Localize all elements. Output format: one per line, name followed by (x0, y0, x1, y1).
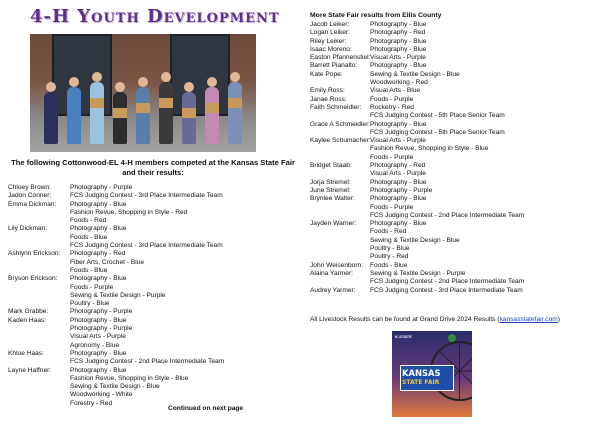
member-result-row (310, 46, 600, 54)
clipboard (228, 98, 242, 108)
person-figure (113, 92, 127, 144)
member-result-row (8, 391, 298, 399)
member-result: Sewing & Textile Design - Blue (370, 236, 460, 244)
member-result-row (310, 87, 600, 95)
member-result-row (310, 212, 600, 220)
member-name: Barrett Pianalto: (310, 62, 358, 70)
clipboard (205, 103, 219, 113)
member-result-row (8, 358, 298, 366)
member-result-row (8, 242, 298, 250)
member-result: Fiber Arts, Crochet - Blue (70, 258, 145, 266)
member-result: FCS Judging Contest - 3rd Place Intermediate Team (70, 242, 223, 250)
member-result-row (8, 367, 298, 375)
member-result-row (8, 342, 298, 350)
person-figure (182, 92, 196, 144)
member-result: Woodworking - Red (370, 79, 428, 87)
person-head (161, 72, 171, 82)
member-result-row (8, 292, 298, 300)
right-column-title: More State Fair results from Ellis County (310, 12, 442, 19)
member-result: Foods - Purple (370, 203, 414, 211)
member-result-row (8, 284, 298, 292)
member-name: Audrey Yarmer: (310, 286, 356, 294)
member-result-row (310, 62, 600, 70)
member-result-row (8, 267, 298, 275)
member-result-row (310, 29, 600, 37)
member-result: FCS Judging Contest - 2nd Place Intermediate Team (70, 358, 225, 366)
member-name: Layne Haffner: (8, 366, 52, 374)
member-result: Forestry - Red (70, 399, 113, 407)
person-head (46, 82, 56, 92)
member-result: Photography - Blue (370, 195, 427, 203)
person-figure (90, 82, 104, 144)
member-result: FCS Judging Contest - 5th Place Senior Team (370, 112, 505, 120)
member-result-row (310, 195, 600, 203)
member-result-row (310, 278, 600, 286)
member-result-row (310, 54, 600, 62)
clipboard (182, 108, 196, 118)
person-figure (44, 92, 58, 144)
member-result-row (310, 38, 600, 46)
member-name: Mark Grabbe: (8, 308, 49, 316)
member-result: FCS Judging Contest - 2nd Place Intermediate Team (370, 211, 525, 219)
member-result: FCS Judging Contest - 5th Place Senior Team (370, 128, 505, 136)
person-head (92, 72, 102, 82)
member-result-row (310, 179, 600, 187)
member-result-row (8, 308, 298, 316)
member-name: Isaac Moreno: (310, 45, 352, 53)
livestock-note: All Livestock Results can be found at Grand Drive 2024 Results (kansasstatefair.com) (310, 316, 560, 323)
member-result: Photography - Red (370, 29, 426, 37)
member-result-row (310, 245, 600, 253)
clover-icon (448, 334, 456, 342)
member-name: Kaylee Schumacher: (310, 137, 371, 145)
person-figure (205, 87, 219, 144)
member-name: Jayden Warner: (310, 220, 357, 228)
member-result-row (8, 234, 298, 242)
member-result: Visual Arts - Purple (70, 333, 126, 341)
member-result: Sewing & Textile Design - Purple (70, 291, 166, 299)
logo-sub: STATE FAIR (402, 379, 440, 386)
member-result-row (310, 262, 600, 270)
member-result: Sewing & Textile Design - Blue (370, 70, 460, 78)
kansas-state-fair-logo (392, 331, 472, 417)
person-figure (228, 82, 242, 144)
person-head (207, 77, 217, 87)
livestock-text: All Livestock Results can be found at Grand Drive 2024 Results (310, 316, 496, 323)
member-result-row (310, 220, 600, 228)
member-name: Chloey Brown: (8, 184, 51, 191)
member-name: John Weisenborn: (310, 261, 364, 269)
member-result: Photography - Purple (70, 325, 133, 333)
member-result: Foods - Red (70, 217, 107, 225)
member-result: Foods - Blue (70, 233, 108, 241)
member-name: Kaden Haas: (8, 316, 47, 324)
member-name: Ashlynn Erickson: (8, 250, 61, 258)
member-result-row (8, 383, 298, 391)
member-result: Photography - Blue (370, 120, 427, 128)
member-result-row (8, 350, 298, 358)
member-result-row (310, 21, 600, 29)
member-result: FCS Judging Contest - 3rd Place Intermediate Team (70, 192, 223, 200)
member-result: Photography - Blue (70, 275, 127, 283)
member-name: June Stremel: (310, 186, 351, 194)
member-result: Photography - Red (370, 162, 426, 170)
member-result-row (310, 170, 600, 178)
member-result-row (310, 270, 600, 278)
member-result-row (8, 259, 298, 267)
member-result-row (310, 145, 600, 153)
member-name: Logan Leiker: (310, 29, 350, 37)
member-result-row (8, 184, 298, 192)
clipboard (113, 108, 127, 118)
member-result: Photography - Blue (370, 62, 427, 70)
member-result-row (310, 162, 600, 170)
member-result: Photography - Blue (70, 200, 127, 208)
member-name: Khloe Haas: (8, 349, 44, 357)
member-result-row (310, 71, 600, 79)
continued-note: Continued on next page (168, 405, 244, 412)
member-result-row (310, 228, 600, 236)
right-members-list (310, 21, 600, 295)
member-name: Janae Ross: (310, 95, 347, 103)
member-result: Photography - Blue (70, 316, 127, 324)
member-result-row (8, 209, 298, 217)
clipboard (90, 98, 104, 108)
member-result: Photography - Red (70, 250, 126, 258)
member-name: Riley Leiker: (310, 37, 347, 45)
person-head (138, 77, 148, 87)
member-name: Alaina Yarmer: (310, 269, 354, 277)
member-result-row (310, 204, 600, 212)
member-result: Sewing & Textile Design - Purple (370, 269, 466, 277)
person-head (69, 77, 79, 87)
member-result-row (8, 250, 298, 258)
member-result-row (310, 154, 600, 162)
member-result: Agronomy - Blue (70, 341, 120, 349)
intro-text: The following Cottonwood-EL 4-H members competed at the Kansas State Fair and their results: (11, 158, 295, 177)
member-result: Photography - Blue (70, 349, 127, 357)
page-title: 4-H Youth Development (30, 6, 280, 27)
member-result: Sewing & Textile Design - Blue (70, 383, 160, 391)
member-result: Poultry - Blue (70, 300, 110, 308)
person-figure (136, 87, 150, 144)
member-result: Photography - Blue (370, 45, 427, 53)
member-name: Emily Ross: (310, 87, 345, 95)
logo-kstate-text: K-STATE (395, 334, 412, 339)
member-result-row (310, 79, 600, 87)
member-result: FCS Judging Contest - 3rd Place Intermediate Team (370, 286, 523, 294)
member-result-row (310, 104, 600, 112)
member-result-row (310, 253, 600, 261)
member-name: Bridget Staab: (310, 162, 352, 170)
member-result-row (310, 137, 600, 145)
member-result: Visual Arts - Purple (370, 170, 426, 178)
member-name: Grace A Schmeidler: (310, 120, 371, 128)
member-result-row (310, 129, 600, 137)
member-result: Photography - Purple (70, 308, 133, 316)
member-result: Photography - Blue (370, 21, 427, 28)
member-result-row (310, 121, 600, 129)
member-result: Photography - Purple (370, 186, 433, 194)
member-result-row (8, 325, 298, 333)
member-name: Jadon Conner: (8, 192, 52, 200)
member-result-row (310, 287, 600, 295)
member-result-row (8, 300, 298, 308)
member-result-row (8, 333, 298, 341)
person-figure (67, 87, 81, 144)
member-result-row (8, 400, 298, 408)
member-result: Foods - Purple (70, 283, 114, 291)
member-result: Photography - Blue (70, 366, 127, 374)
clipboard (136, 103, 150, 113)
member-result: Poultry - Red (370, 253, 409, 261)
member-result: Visual Arts - Purple (370, 54, 426, 62)
member-result: FCS Judging Contest - 2nd Place Intermediate Team (370, 278, 525, 286)
member-result-row (310, 237, 600, 245)
member-result: Visual Arts - Purple (370, 137, 426, 145)
member-name: Lily Dickman: (8, 225, 48, 233)
member-result-row (8, 225, 298, 233)
member-result-row (8, 217, 298, 225)
members-list (8, 184, 298, 408)
member-result: Photography - Blue (370, 37, 427, 45)
member-result-row (8, 375, 298, 383)
member-result: Fashion Revue, Shopping in Style - Red (70, 208, 188, 216)
member-name: Jacob Leiker: (310, 21, 350, 28)
member-result-row (8, 275, 298, 283)
member-name: Bryson Erickson: (8, 275, 58, 283)
person-head (115, 82, 125, 92)
member-result: Foods - Blue (70, 266, 108, 274)
member-result: Photography - Blue (370, 178, 427, 186)
person-head (230, 72, 240, 82)
member-result: Fashion Revue, Shopping in Style - Blue (70, 374, 189, 382)
member-result: Foods - Purple (370, 153, 414, 161)
group-photo (30, 34, 256, 152)
person-figure (159, 82, 173, 144)
member-result: Poultry - Blue (370, 245, 410, 253)
member-name: Brynlee Walter: (310, 195, 355, 203)
member-result: Foods - Blue (370, 261, 408, 269)
member-result-row (8, 192, 298, 200)
member-result: Fashion Revue, Shopping in Style - Blue (370, 145, 489, 153)
member-result: Photography - Purple (70, 184, 133, 191)
member-result-row (310, 112, 600, 120)
livestock-link[interactable]: kansasstatefair.com (499, 316, 558, 323)
logo-name: KANSAS (402, 368, 441, 378)
member-result-row (310, 96, 600, 104)
member-result: Foods - Red (370, 228, 407, 236)
member-name: Jorja Stremel: (310, 178, 351, 186)
member-result: Foods - Purple (370, 95, 414, 103)
member-result: Photography - Blue (70, 225, 127, 233)
photo-door-right (170, 34, 230, 116)
member-name: Kate Pope: (310, 70, 343, 78)
member-result: Visual Arts - Blue (370, 87, 421, 95)
member-result: Rocketry - Red (370, 103, 414, 111)
member-result-row (8, 201, 298, 209)
member-result-row (310, 187, 600, 195)
member-result: Woodworking - White (70, 391, 133, 399)
member-name: Faith Schmeidler: (310, 103, 362, 111)
clipboard (159, 98, 173, 108)
member-name: Emma Dickman: (8, 200, 57, 208)
person-head (184, 82, 194, 92)
member-result: Photography - Blue (370, 220, 427, 228)
member-name: Easton Pfannenstiel: (310, 54, 371, 62)
member-result-row (8, 317, 298, 325)
